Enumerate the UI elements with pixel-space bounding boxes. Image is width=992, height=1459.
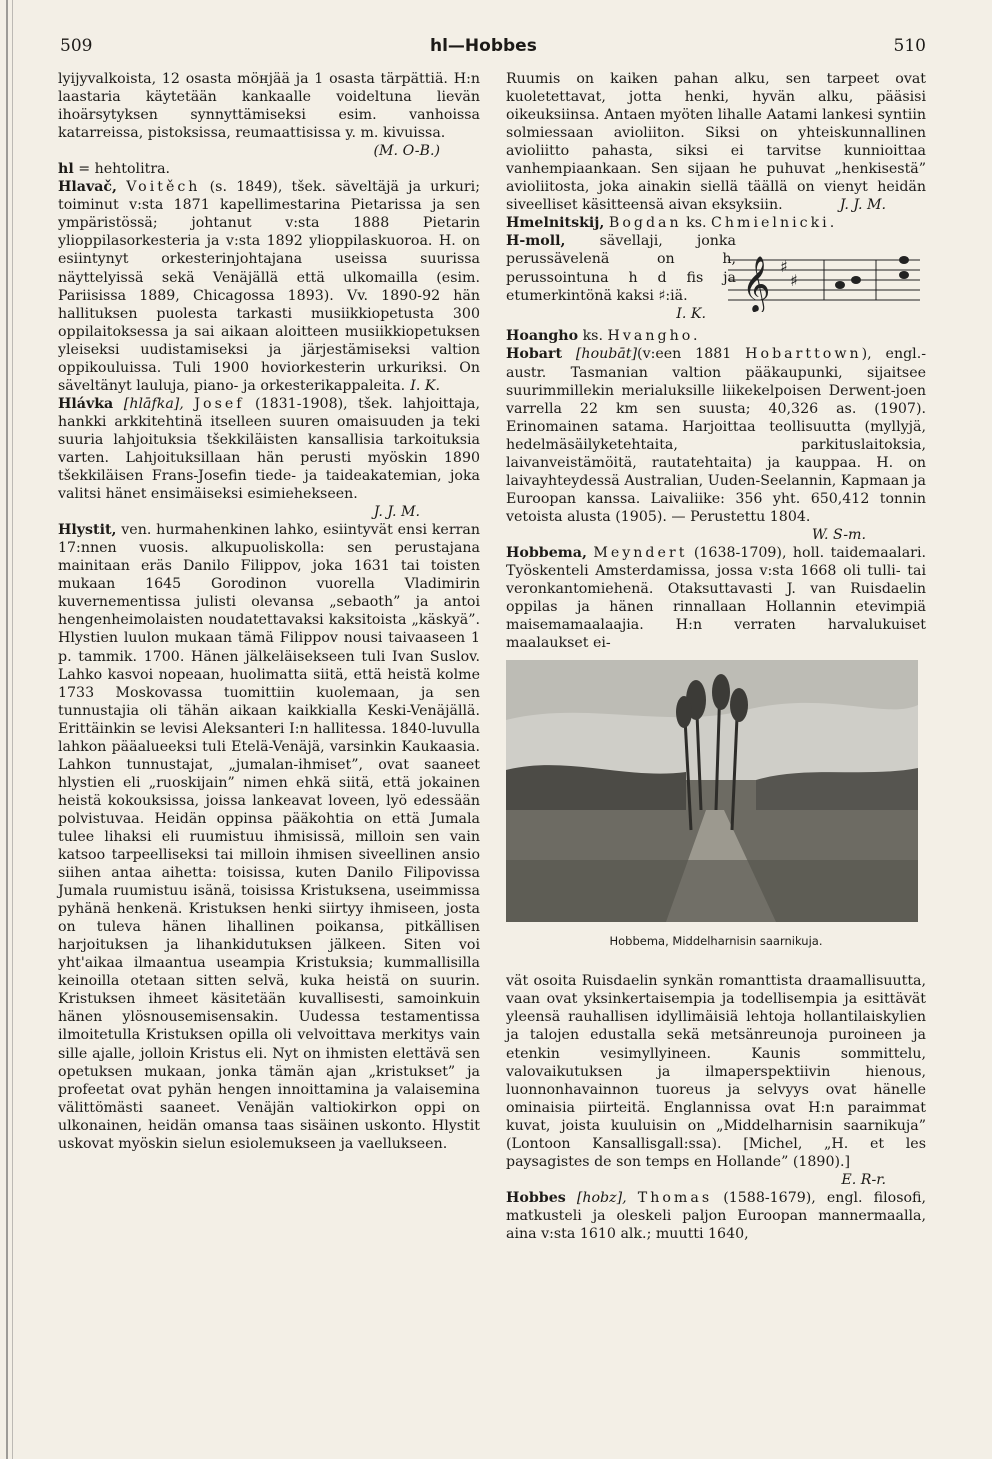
svg-text:𝄞: 𝄞 [742, 256, 771, 313]
svg-text:♯: ♯ [790, 271, 798, 291]
left-column [58, 70, 480, 1153]
entry-hobbema-cont: vät osoita Ruisdaelin synkän romanttista draamallisuutta, vaan ovat yksinkertaisempia ja todellisempia ja esittävät yleensä rauhallisen idyllimäisiä lehtoja hollantilaiskylien ja talojen edustalla sekä metsänreunoja puroineen ja etenkin vesimyllyineen. Kaunis sommittelu, valovaikutuksen ja ilmaperspektiivin hienous, luonnonhavainnon tuoreus ja selvyys ovat hänelle ominaisia piirteitä. Englannissa ovat H:n paraimmat kuvat, joista kuuluisin on „Middelharnisin saarnikuja” (Lontoon Kansallisgall:ssa). [Michel, „H. et les paysagistes de son temps en Hollande” (1890).] E. R-r. [506, 973, 926, 1188]
page-edge-rule [6, 0, 8, 1459]
entry-hlavka: Hlávka [hlāfka], Josef (1831-1908), tšek. lahjoittaja, hankki arkkitehtinä itselleen suuren omaisuuden ja teki suuria lahjoituksia tšekkiläisten kansallisia tarkoituksia varten. Lahjoituksillaan hän perusti myöskin 1890 tšekkiläisen Frans-Josefin tiede- ja taideakatemian, joka valitsi hänet ensimäiseksi esimiehekseen. [58, 395, 480, 503]
right-column [506, 70, 926, 1243]
entry-hobart: Hobart [houbāt](v:een 1881 Hobarttown), engl.-austr. Tasmanian valtion pääkaupunki, sijaitsee suurimmillekin merialuksille liikekelpoisen Derwent-joen varrella 22 km sen suusta; 40,326 as. (1907). Erinomainen satama. Harjoittaa teollisuutta (myllyjä, hedelmäsäilyketehtaita, parkituslaitoksia, laivanveistämöitä, rautatehtaita) ja kauppaa. H. on laivayhteydessä Australian, Uuden-Seelannin, Kapmaan ja Euroopan kanssa. Laivaliike: 356 yht. 650,412 tonnin vetoista alusta (1905). — Perustettu 1804. [506, 346, 926, 525]
signature: W. S-m. [811, 526, 866, 543]
painting-caption: Hobbema, Middelharnisin saarnikuja. [609, 934, 823, 949]
signature: J. J. M. [839, 197, 886, 214]
entry-hobbema: Hobbema, Meyndert (1638-1709), holl. taidemaalari. Työskenteli Amsterdamissa, jossa v:sta 1668 oli tulli- tai veronkantomiehenä. Otaksuttavasti J. van Ruisdaelin oppilas ja hänen rinnallaan Hollannin etevimpiä maisemamaalaajia. H:n verraten harvalukuiset maalaukset ei- [506, 544, 927, 652]
entry-hobbes: Hobbes [hobz], Thomas (1588-1679), engl. filosofi, matkusteli ja oleskeli paljon Euroopan mannermaalla, aina v:sta 1610 alk.; muutti 1640, [506, 1189, 927, 1242]
avenue-painting [506, 660, 918, 922]
signature: J. J. M. [373, 504, 420, 521]
signature: I. K. [676, 305, 706, 322]
page-number-right: 510 [893, 36, 926, 56]
painting-illustration [506, 660, 918, 922]
page-edge-rule-inner [12, 0, 13, 1459]
entry-hl: hl = hehtolitra. [58, 161, 171, 178]
page-header [0, 36, 992, 62]
music-staff-figure [728, 250, 928, 312]
entry-hmelnitskij: Hmelnitskij, Bogdan ks. Chmielnicki. [506, 215, 838, 232]
entry-hlavac: Hlavač, Voitěch (s. 1849), tšek. säveltäjä ja urkuri; toiminut v:sta 1871 kapellimestarina Pietarissa ja sen ympäristössä; johtanut v:sta 1888 Pietarin ylioppilasorkesteria ja v:sta 1892 ylioppilaskuoroa. H. on esiintynyt orkesterinjohtajana useissa suurissa näyttelyissä sekä Venäjällä että ulkomailla (esim. Pariisissa 1889, Chicagossa 1893). Vv. 1890-92 hän hallituksen puolesta tarkasti musiikkiopetusta 300 oppilaitoksessa ja sai aikaan aloitteen musiikkiopetuksen yleiseksi uudistamiseksi ja järjestämiseksi valtion oppikouluissa. Tuli 1900 hoviorkesterin urkuriksi. On säveltänyt lauluja, piano- ja orkesterikappaleita. I. K. [58, 179, 480, 394]
signature: I. K. [410, 377, 440, 394]
signature: E. R-r. [841, 1171, 886, 1188]
entry-continuation: Ruumis on kaiken pahan alku, sen tarpeet ovat kuoletettavat, jotta henki, hyvän alku, pääsisi oikeuksiinsa. Antaen myöten lihalle Aatami lankesi syntiin solmiessaan avioliiton. Siksi on yhteiskunnallinen avioliitto pahasta, siksi ei tarvitse kunnioittaa vanhempiaankaan. Sen sijaan he puhuvat „henkisestä” avioliitosta, joka ainakin siellä täällä on vienyt heidän siveelliset käsitteensä aivan eksyksiin. J. J. M. [506, 71, 926, 214]
entry-continuation: lyijyvalkoista, 12 osasta möнjää ja 1 osasta tärpättiä. H:n laastaria käytetään kankaalle voideltuna lievän ihoärsytyksen synnyttämiseksi esim. vanhoissa katarreissa, pistoksissa, reumaattisissa y. m. kivuissa. (M. O-B.) [58, 71, 480, 160]
entry-hoangho: Hoangho ks. Hvangho. [506, 328, 701, 345]
page-number-left: 509 [60, 36, 93, 56]
svg-text:♯: ♯ [780, 257, 788, 277]
entry-hlystit: Hlystit, ven. hurmahenkinen lahko, esiintyvät ensi kerran 17:nnen vuosis. alkupuoliskolla: sen perustajana mainitaan eräs Danilo Filippov, joka 1631 tai toisten mukaan 1645 Gorodinon vuorella Vladimirin kuvernementissa julisti olevansa „sebaoth” ja antoi hengenheimolaisten noudatettavaksi kaksitoista „käskyä”. Hlystien luulon mukaan tämä Filippov nousi taivaaseen 1 p. tammik. 1700. Hänen jälkeläisekseen tuli Ivan Suslov. Lahko kasvoi nopeaan, huolimatta siitä, että heistä kolme 1733 Moskovassa tuomittiin kuolemaan, ja sen tunnustajia oli tähän aikaan kaikkialla Keski-Venäjällä. Erittäinkin se levisi Aleksanteri I:n hallitessa. 1840-luvulla lahkon pääalueeksi tuli Etelä-Venäjä, varsinkin Kaukaasia. Lahkon tunnustajat, „jumalan-ihmiset”, ovat saaneet hlystien eli „ruoskijain” nimen ehkä siitä, että jokainen heistä kokouksissa, joissa lankeavat loveen, lyö edessään polvistuvaa. Heidän oppinsa pääkohtia on että Jumala tulee lihaksi eli ruumistuu ihmisissä, milloin sen vain katsoo tarpeelliseksi tai milloin ihmisen siveellinen ansio siihen antaa aihetta: toisissa, kuten Danilo Filipovissa Jumala ruumistuu isänä, toisissa Kristuksena, useimmissa pyhänä henkenä. Kristuksen henki siirtyy ihmiseen, josta on tuleva hänen lihallinen poikansa, pitkällisen harjoituksen ja lihankidutuksen jälkeen. Siten voi yht'aikaa ilmaantua useampia Kristuksia; kummallisilla keinoilla otetaan sitten selvä, kuka heistä on suurin. Kristuksen ihmeet käsitetään kuvallisesti, samoinkuin hänen ylösnousemisensakin. Uudessa testamentissa ilmoitetulla Kristuksen opilla oli velvoittava merkitys vain sille ajalle, jolloin Kristus eli. Nyt on ihmisten elettävä sen opetuksen mukaan, jonka tämän ajan „kristukset” ja profeetat ovat pyhän hengen innoittamina ja valaisemina välittömästi saaneet. Venäjän valtiokirkon oppi on ulkonainen, heidän omansa taas sisäinen uskonto. Hlystit uskovat myöskin sielun esiolemukseen ja vaellukseen. [58, 522, 480, 1152]
running-title: hl—Hobbes [430, 36, 537, 56]
entry-h-moll: H-moll, sävellaji, jonka perussävelenä on h, perussointuna h d fis ja etumerkintönä kaksi ♯:iä. I. K. 𝄞 ♯ ♯ [506, 232, 926, 327]
signature: (M. O-B.) [373, 143, 440, 160]
